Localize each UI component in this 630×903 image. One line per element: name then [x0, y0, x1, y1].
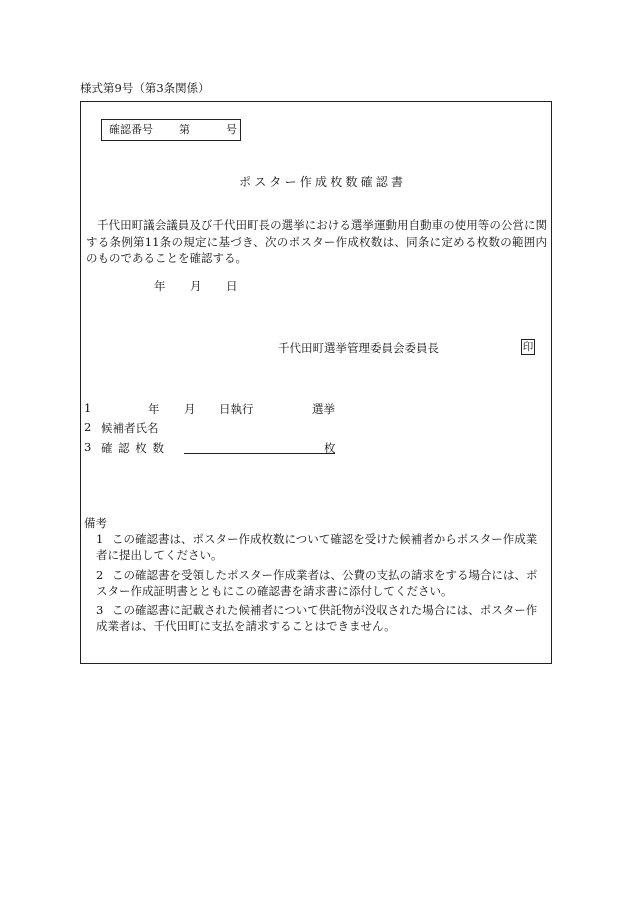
item2-number: 2 — [84, 420, 92, 434]
item3-number: 3 — [84, 440, 92, 454]
note-item — [96, 568, 548, 599]
confirmation-number-suffix: 号 — [226, 123, 237, 136]
confirmed-count-label: 確 認 枚 数 — [101, 441, 165, 455]
note-number: 1 — [96, 532, 104, 546]
confirmation-number-prefix: 第 — [179, 123, 190, 136]
item1-year-label: 年 — [148, 402, 160, 416]
body-paragraph: 千代田町議会議員及び千代田町長の選挙における選挙運動用自動車の使用等の公営に関する条例第11条の規定に基づき、次のポスター作成枚数は、同条に定める枚数の範囲内のものであることを確認する。 — [86, 218, 547, 265]
confirmation-number-label: 確認番号 — [109, 123, 153, 136]
note-text: この確認書は、ポスター作成枚数について確認を受けた候補者からポスター作成業者に提出してください。 — [96, 532, 538, 562]
count-unit-label: 枚 — [324, 441, 336, 455]
note-number: 2 — [96, 568, 104, 582]
note-item — [96, 603, 548, 634]
form-label: 様式第9号（第3条関係） — [80, 81, 210, 95]
count-underline — [184, 453, 335, 454]
item1-day-exec-label: 日執行 — [219, 402, 254, 416]
note-text: この確認書を受領したポスター作成業者は、公費の支払の請求をする場合には、ポスター作成証明書とともにこの確認書を請求書に添付してください。 — [96, 568, 538, 598]
date-day-label: 日 — [226, 279, 238, 293]
item1-election-label: 選挙 — [312, 402, 335, 416]
item1-month-label: 月 — [184, 402, 196, 416]
date-year-label: 年 — [154, 279, 166, 293]
document-title: ポスター作成枚数確認書 — [239, 175, 407, 189]
issuer-title: 千代田町選挙管理委員会委員長 — [278, 341, 439, 355]
note-text: この確認書に記載された候補者について供託物が没収された場合には、ポスター作成業者は、千代田町に支払を請求することはできません。 — [96, 603, 538, 633]
note-item — [96, 532, 548, 563]
item1-number: 1 — [84, 401, 92, 415]
notes-heading: 備考 — [84, 516, 107, 530]
note-number: 3 — [96, 603, 104, 617]
candidate-name-label: 候補者氏名 — [101, 421, 159, 435]
date-month-label: 月 — [190, 279, 202, 293]
seal-mark: 印 — [522, 341, 534, 353]
confirmation-number-box — [101, 119, 241, 141]
